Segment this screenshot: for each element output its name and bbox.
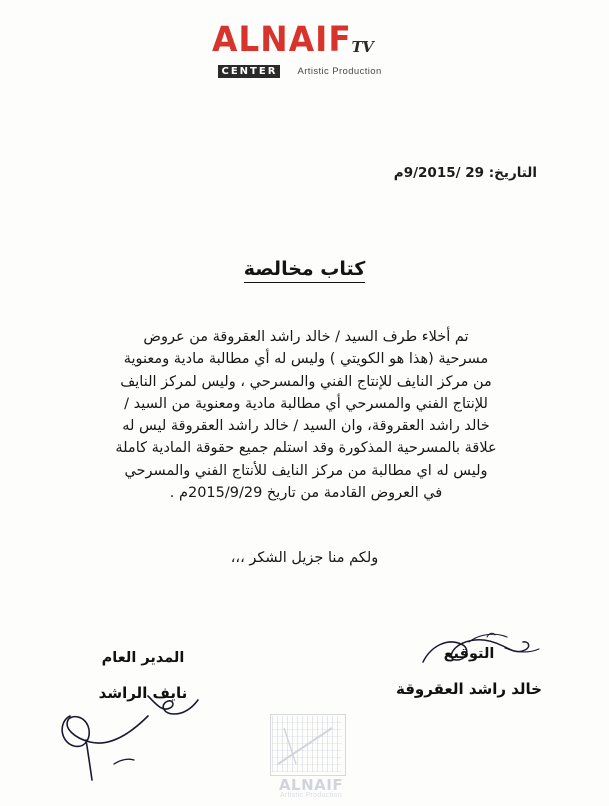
signature-ink-left-icon	[52, 694, 202, 782]
logo-tv-icon: TV	[351, 38, 374, 56]
logo-subrow	[212, 65, 398, 81]
logo-wordmark-row	[211, 20, 398, 64]
body-text	[104, 326, 508, 504]
logo-wordmark-text: ALNAIF	[211, 20, 352, 60]
document-title-text: كتاب مخالصة	[244, 258, 366, 283]
signature-name-right: خالد راشد العقروقة	[396, 680, 542, 698]
stamp-slash-icon	[274, 722, 340, 768]
stamp-tagline: Artistic Production	[279, 792, 343, 799]
body-line: في العروض القادمة من تاريخ 2015/9/29م .	[169, 485, 443, 502]
body-line: تم أخلاء طرف السيد / خالد راشد العقروقة من عروض	[143, 329, 469, 345]
closing-line: ولكم منا جزيل الشكر ،،،	[230, 550, 379, 566]
logo-tagline: Artistic Production	[297, 66, 382, 77]
date-line: التاريخ: 29 /9/2015م	[393, 165, 537, 181]
company-logo	[0, 20, 609, 86]
signature-block-right	[369, 646, 569, 698]
signature-label-left: المدير العام	[101, 650, 185, 666]
document-title	[0, 258, 609, 280]
body-line: علاقة بالمسرحية المذكورة وقد استلم جميع حقوقة المادية كاملة	[115, 440, 497, 457]
logo-center-badge: CENTER	[218, 65, 281, 78]
body-line: خالد راشد العقروقة، وان السيد / خالد راشد العقروقة ليس له	[122, 418, 490, 435]
body-line: من مركز النايف للإنتاج الفني والمسرحي ، وليس لمركز النايف	[120, 373, 492, 390]
signature-block-left	[48, 650, 238, 702]
signature-label-right: التوقيع	[443, 646, 495, 662]
body-line: مسرحية (هذا هو الكويتي ) وليس له أي مطالبة مادية ومعنوية	[123, 351, 489, 368]
company-stamp	[262, 714, 360, 806]
signature-name-left: نايف الراشد	[98, 684, 188, 702]
stamp-wordmark: ALNAIF	[278, 776, 344, 794]
body-line: وليس له اي مطالبة من مركز النايف للأنتاج الفني والمسرحي	[124, 462, 488, 479]
body-line: للإنتاج الفني والمسرحي أي مطالبة مادية ومعنوية من السيد /	[124, 395, 488, 412]
